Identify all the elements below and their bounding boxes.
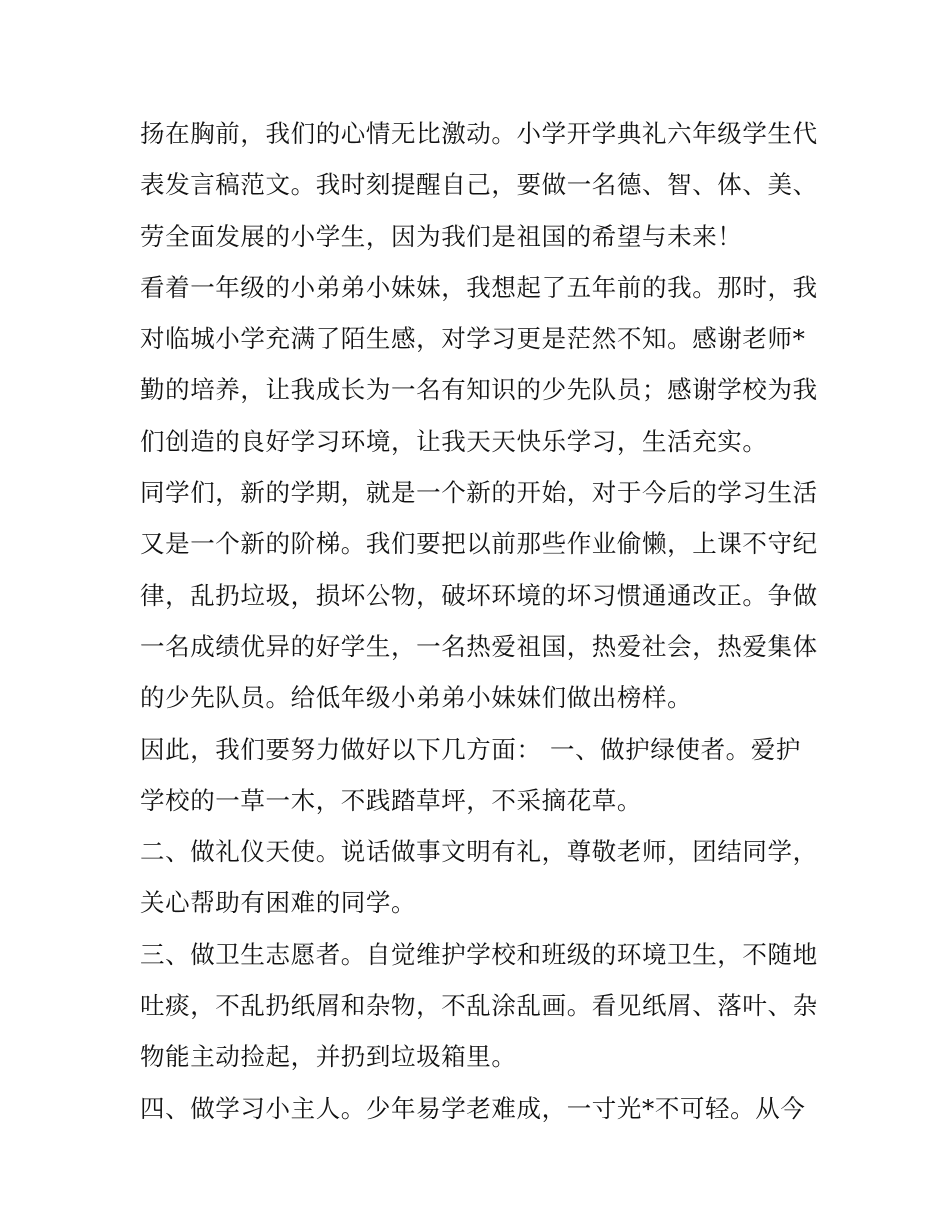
text-line: 劳全面发展的小学生，因为我们是祖国的希望与未来！ [140, 221, 743, 251]
text-line: 表发言稿范文。我时刻提醒自己，要做一名德、智、体、美、 [140, 170, 818, 200]
text-line: 们创造的良好学习环境，让我天天快乐学习，生活充实。 [140, 426, 768, 456]
text-line: 二、做礼仪天使。说话做事文明有礼，尊敬老师，团结同学， [140, 837, 818, 867]
text-line: 又是一个新的阶梯。我们要把以前那些作业偷懒，上课不守纪 [140, 529, 818, 559]
text-line: 同学们，新的学期，就是一个新的开始，对于今后的学习生活 [140, 478, 818, 508]
text-line: 扬在胸前，我们的心情无比激动。小学开学典礼六年级学生代 [140, 119, 818, 148]
text-line: 物能主动捡起，并扔到垃圾箱里。 [140, 1042, 517, 1072]
text-line: 的少先队员。给低年级小弟弟小妹妹们做出榜样。 [140, 683, 693, 713]
text-line: 勤的培养，让我成长为一名有知识的少先队员；感谢学校为我 [140, 375, 818, 405]
text-line: 三、做卫生志愿者。自觉维护学校和班级的环境卫生，不随地 [140, 939, 818, 969]
document-body [140, 108, 820, 1134]
text-line: 律，乱扔垃圾，损坏公物，破坏环境的坏习惯通通改正。争做 [140, 580, 818, 610]
text-line: 因此，我们要努力做好以下几方面： 一、做护绿使者。爱护 [140, 734, 801, 764]
text-line: 一名成绩优异的好学生，一名热爱祖国，热爱社会，热爱集体 [140, 631, 818, 661]
text-line: 学校的一草一木，不践踏草坪，不采摘花草。 [140, 785, 642, 815]
text-line: 看着一年级的小弟弟小妹妹，我想起了五年前的我。那时，我 [140, 272, 818, 302]
text-line: 吐痰，不乱扔纸屑和杂物，不乱涂乱画。看见纸屑、落叶、杂 [140, 991, 818, 1021]
text-line: 四、做学习小主人。少年易学老难成，一寸光*不可轻。从今 [140, 1093, 806, 1123]
text-line: 关心帮助有困难的同学。 [140, 888, 417, 918]
text-line: 对临城小学充满了陌生感，对学习更是茫然不知。感谢老师* [140, 324, 806, 354]
